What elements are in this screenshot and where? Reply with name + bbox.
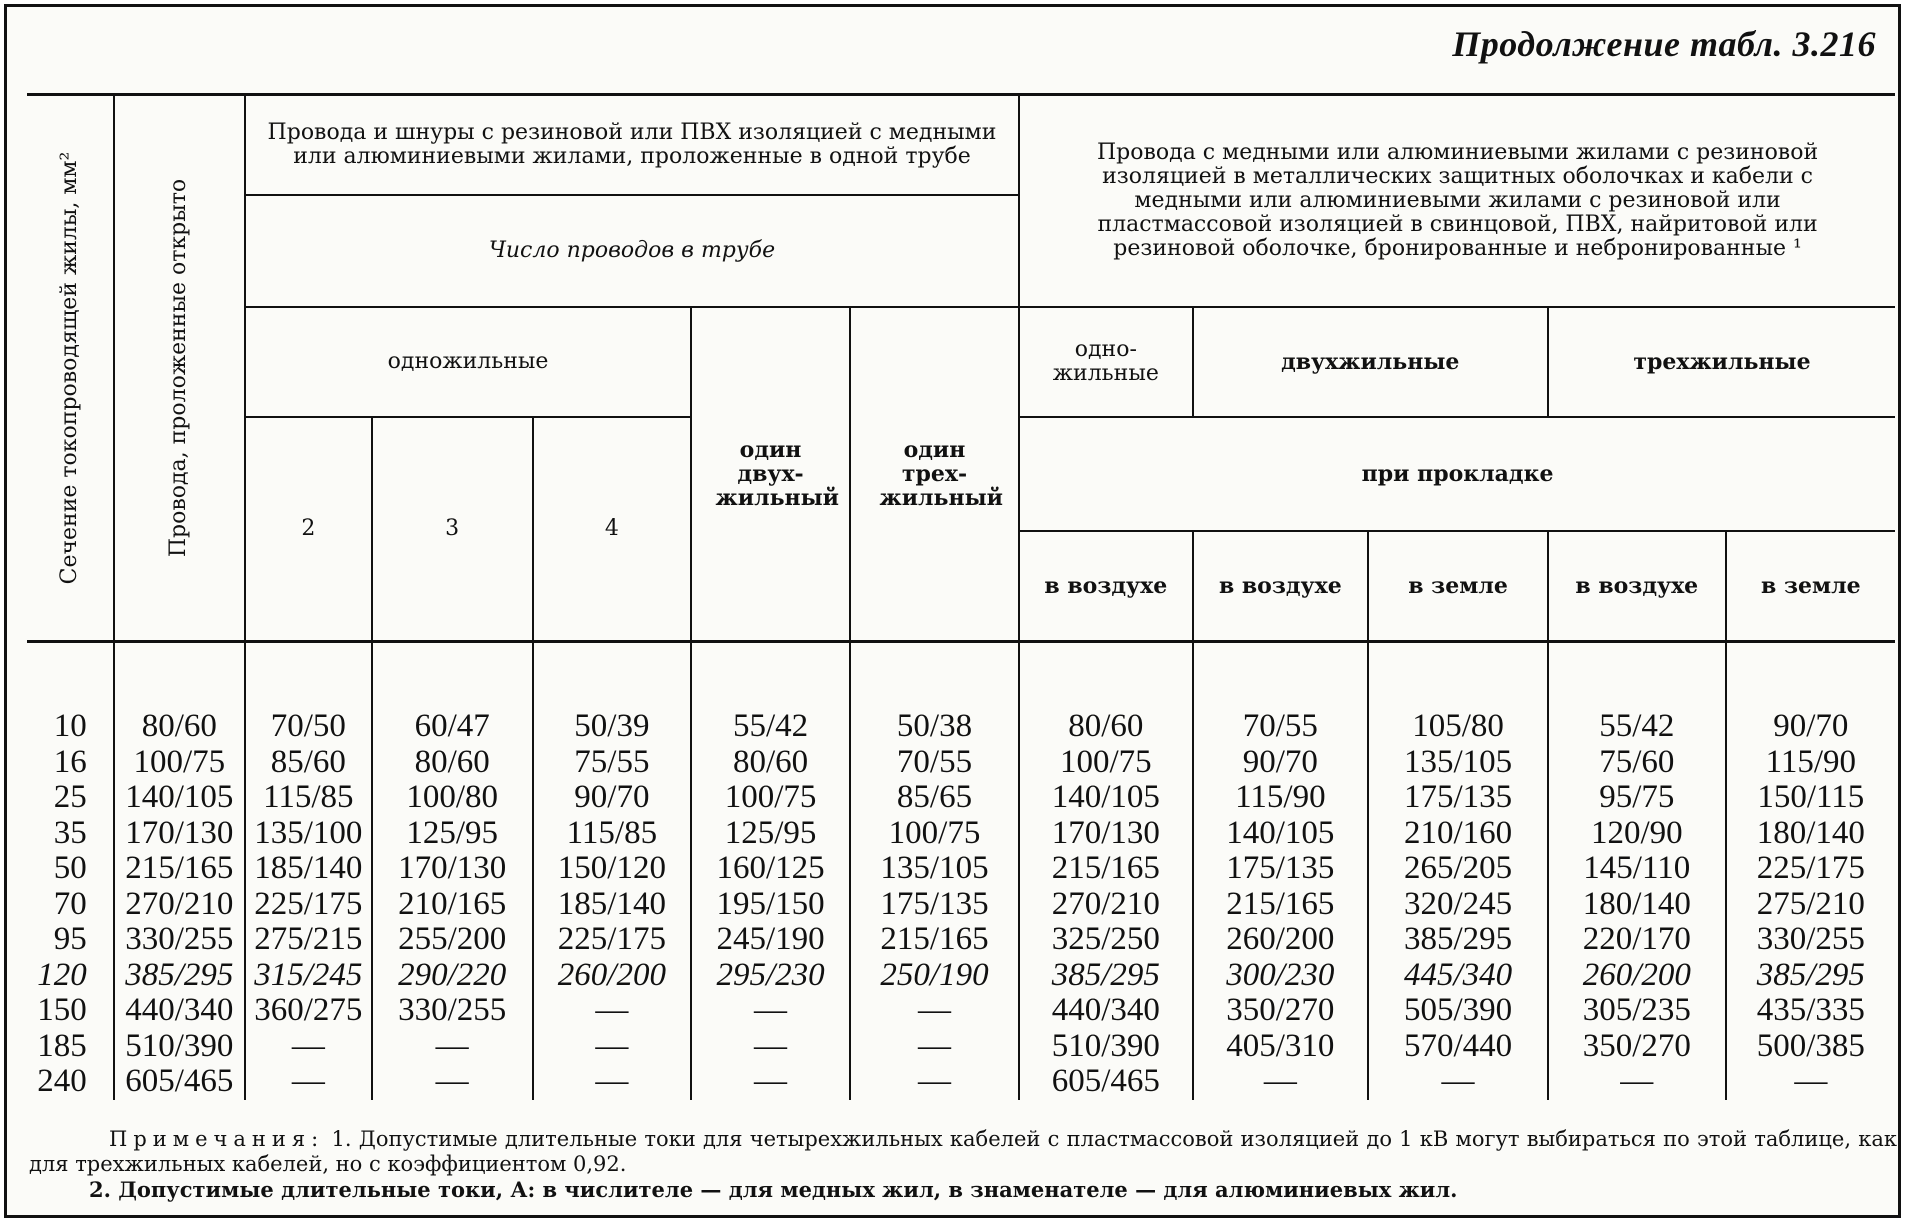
table-cell: 80/60: [732, 743, 809, 780]
table-cell: 90/70: [574, 779, 650, 815]
table-cell: —: [754, 992, 788, 1028]
table-cell: 510/390: [1051, 1027, 1160, 1064]
header-tube-count: Число проводов в трубе: [245, 195, 1019, 307]
header-single-core-group: одножильные: [245, 307, 691, 417]
column-cab-three-air: [1548, 642, 1726, 1100]
header-one-three-core-label: один трех- жильный: [879, 437, 1003, 511]
table-cell: 135/105: [880, 850, 989, 886]
table-cell: 245/190: [716, 921, 825, 957]
table-cell: 250/190: [880, 956, 989, 993]
header-open-label: Провода, проложенные открыто: [166, 178, 192, 558]
table-cell: —: [754, 1063, 788, 1099]
table-cell: 350/270: [1226, 992, 1335, 1028]
table-cell: —: [917, 992, 951, 1028]
table-cell: 70/50: [270, 708, 346, 744]
table-cell: 220/170: [1582, 921, 1691, 957]
table-cell: 275/210: [1756, 885, 1865, 922]
table-cell: 330/255: [125, 921, 234, 957]
table-cell: —: [595, 1027, 629, 1064]
header-cab-two: двухжильные: [1193, 307, 1548, 417]
table-cell: 360/275: [254, 992, 363, 1028]
table-cell: 50/39: [574, 708, 650, 744]
table-cell: 270/210: [1051, 885, 1160, 922]
table-cell: 85/65: [896, 779, 973, 815]
header-group-tube: Провода и шнуры с резиновой или ПВХ изоляцией с медными или алюминиевыми жилами, проложенные в одной трубе: [245, 95, 1019, 196]
table-cell: 115/85: [566, 814, 658, 851]
table-cell: 180/140: [1756, 814, 1865, 851]
table-cell: 145/110: [1583, 850, 1691, 886]
header-section: [27, 95, 114, 642]
table-cell: 385/295: [1756, 956, 1865, 993]
header-cab-single-label: одно- жильные: [1052, 337, 1159, 386]
column-tube-3: [372, 642, 533, 1100]
table-cell: 115/90: [1235, 779, 1326, 815]
note-1-text: 1. Допустимые длительные токи для четырехжильных кабелей с пластмассовой изоляцией до 1 кВ могут выбираться по этой таблице, как для трехжильных кабелей, но с коэффициентом 0,92.: [29, 1127, 1897, 1176]
table-cell: 90/70: [1242, 743, 1318, 780]
header-cab-single: [1019, 307, 1192, 417]
table-cell: 435/335: [1756, 992, 1865, 1028]
table-cell: 150/115: [1757, 779, 1865, 815]
table-cell: 195/150: [716, 885, 825, 922]
column-cab-two-air: [1193, 642, 1369, 1100]
table-cell: 16: [53, 743, 87, 780]
table-cell: —: [917, 1027, 951, 1064]
table-cell: 315/245: [254, 956, 363, 993]
header-tube-4: 4: [533, 417, 692, 642]
table-cell: 140/105: [1226, 814, 1335, 851]
table-cell: 95: [53, 921, 87, 957]
table-cell: 115/90: [1765, 743, 1857, 780]
header-one-three-core: [850, 307, 1019, 642]
table-cell: 90/70: [1773, 708, 1849, 744]
header-laying: при прокладке: [1019, 417, 1895, 531]
ampacity-table: [27, 93, 1895, 1100]
table-cell: 70/55: [1242, 708, 1318, 744]
table-cell: 570/440: [1403, 1027, 1513, 1064]
table-cell: 120: [37, 956, 87, 993]
column-cab-single-air: [1019, 642, 1192, 1100]
table-cell: 70/55: [896, 743, 973, 780]
header-air-two: в воздухе: [1193, 531, 1369, 642]
table-cell: 440/340: [1051, 992, 1160, 1028]
table-cell: 105/80: [1412, 708, 1504, 744]
table-cell: 175/135: [1403, 779, 1513, 815]
table-cell: —: [917, 1063, 951, 1099]
table-cell: 55/42: [1599, 708, 1675, 744]
table-cell: 150: [37, 992, 87, 1028]
table-cell: 170/130: [1051, 814, 1160, 851]
table-cell: 445/340: [1403, 956, 1513, 993]
table-cell: 265/205: [1403, 850, 1513, 886]
table-cell: 120/90: [1590, 814, 1683, 851]
table-cell: 260/200: [1226, 921, 1335, 957]
header-tube-2: 2: [245, 417, 372, 642]
table-cell: 55/42: [732, 708, 809, 744]
table-cell: —: [435, 1063, 469, 1099]
table-cell: 215/165: [125, 850, 234, 886]
header-ground-two: в земле: [1368, 531, 1548, 642]
column-cab-three-ground: [1726, 642, 1895, 1100]
header-air-three: в воздухе: [1548, 531, 1726, 642]
table-cell: 115/85: [263, 779, 354, 815]
note-1: [29, 1127, 1897, 1177]
table-cell: 50: [53, 850, 87, 886]
table-cell: 260/200: [557, 956, 666, 993]
table-cell: 350/270: [1582, 1027, 1691, 1064]
header-group-cables: Провода с медными или алюминиевыми жилами с резиновой изоляцией в металлических защитных оболочках и кабели с медными или алюминиевыми жилами с резиновой или пластмассовой изоляцией в свинцовой, ПВХ, найритовой или резиновой оболочке, бронированные и небронированные ¹: [1019, 95, 1895, 308]
table-cell: 100/75: [1060, 743, 1152, 780]
table-cell: 225/175: [254, 885, 363, 922]
column-section: [27, 642, 114, 1100]
document-page: [4, 4, 1901, 1218]
column-cab-two-ground: [1368, 642, 1548, 1100]
table-cell: 10: [53, 708, 87, 744]
table-cell: 160/125: [716, 850, 825, 886]
table-caption: Продолжение табл. 3.216: [1452, 24, 1876, 64]
table-cell: 50/38: [896, 708, 973, 744]
table-cell: 70: [53, 885, 87, 922]
table-cell: 180/140: [1582, 885, 1691, 922]
table-cell: 385/295: [125, 956, 234, 993]
table-cell: 505/390: [1403, 992, 1513, 1028]
table-cell: 175/135: [1226, 850, 1335, 886]
table-cell: 300/230: [1226, 956, 1335, 993]
header-cab-three: трехжильные: [1548, 307, 1895, 417]
column-one-three-core: [850, 642, 1019, 1100]
table-cell: 85/60: [270, 743, 346, 780]
header-one-two-core: [691, 307, 850, 642]
table-cell: —: [1441, 1063, 1475, 1099]
notes-label: Примечания:: [109, 1127, 325, 1151]
table-cell: 605/465: [125, 1063, 234, 1099]
table-cell: 330/255: [398, 992, 507, 1028]
table-cell: 125/95: [724, 814, 817, 851]
table-cell: —: [1620, 1063, 1654, 1099]
table-cell: —: [1794, 1063, 1828, 1099]
table-cell: 325/250: [1051, 921, 1160, 957]
table-cell: 135/100: [254, 814, 363, 851]
table-cell: 405/310: [1226, 1027, 1335, 1064]
table-cell: 100/75: [133, 743, 226, 780]
header-open: [114, 95, 245, 642]
table-cell: 215/165: [1051, 850, 1160, 886]
table-cell: —: [435, 1027, 469, 1064]
table-cell: 500/385: [1756, 1027, 1865, 1064]
table-cell: 100/80: [406, 779, 499, 815]
header-air-single: в воздухе: [1019, 531, 1192, 642]
table-cell: —: [595, 992, 629, 1028]
table-cell: 185/140: [254, 850, 363, 886]
header-section-label: Сечение токопроводящей жилы, мм²: [56, 151, 82, 585]
table-cell: 605/465: [1051, 1063, 1160, 1099]
table-cell: 150/120: [557, 850, 666, 886]
table-cell: 75/55: [574, 743, 650, 780]
table-cell: —: [1263, 1063, 1297, 1099]
table-cell: 295/230: [716, 956, 825, 993]
table-cell: 510/390: [125, 1027, 234, 1064]
table-cell: 225/175: [1756, 850, 1865, 886]
table-cell: 385/295: [1051, 956, 1160, 993]
table-cell: 290/220: [398, 956, 507, 993]
table-cell: 80/60: [141, 708, 217, 744]
table-cell: 60/47: [414, 708, 490, 744]
table-cell: 270/210: [125, 885, 234, 922]
table-cell: 25: [53, 779, 87, 815]
notes: [29, 1127, 1897, 1202]
table-cell: 100/75: [724, 779, 817, 815]
table-cell: —: [291, 1063, 325, 1099]
table-cell: 140/105: [125, 779, 234, 815]
header-ground-three: в земле: [1726, 531, 1895, 642]
table-cell: 175/135: [880, 885, 989, 922]
header-one-two-core-label: один двух- жильный: [715, 437, 839, 511]
table-cell: —: [754, 1027, 788, 1064]
table-cell: 80/60: [414, 743, 490, 780]
table-cell: —: [595, 1063, 629, 1099]
column-tube-2: [245, 642, 372, 1100]
table-cell: 140/105: [1051, 779, 1160, 815]
table-cell: 100/75: [888, 814, 981, 851]
column-tube-4: [533, 642, 692, 1100]
table-cell: 385/295: [1403, 921, 1513, 957]
table-cell: 125/95: [406, 814, 499, 851]
table-cell: 260/200: [1582, 956, 1691, 993]
table-cell: 215/165: [880, 921, 989, 957]
table-cell: 240: [37, 1063, 87, 1099]
table-cell: 320/245: [1403, 885, 1513, 922]
table-cell: 35: [53, 814, 87, 851]
note-2: 2. Допустимые длительные токи, А: в числителе — для медных жил, в знаменателе — для алюминиевых жил.: [89, 1177, 1458, 1202]
table-cell: 210/165: [398, 885, 507, 922]
table-cell: 225/175: [557, 921, 666, 957]
table-cell: 255/200: [398, 921, 507, 957]
table-cell: 135/105: [1403, 743, 1513, 780]
table-cell: 215/165: [1226, 885, 1335, 922]
table-cell: 305/235: [1582, 992, 1691, 1028]
table-cell: 440/340: [125, 992, 234, 1028]
table-cell: 210/160: [1403, 814, 1513, 851]
table-cell: 95/75: [1599, 779, 1675, 815]
table-cell: 275/215: [254, 921, 363, 957]
column-one-two-core: [691, 642, 850, 1100]
table-cell: —: [291, 1027, 325, 1064]
column-open: [114, 642, 245, 1100]
table-cell: 185: [37, 1027, 87, 1064]
table-cell: 170/130: [398, 850, 507, 886]
table-cell: 80/60: [1068, 708, 1144, 744]
table-cell: 170/130: [125, 814, 234, 851]
header-tube-3: 3: [372, 417, 533, 642]
table-cell: 330/255: [1756, 921, 1865, 957]
table-cell: 185/140: [557, 885, 666, 922]
table-cell: 75/60: [1599, 743, 1675, 780]
